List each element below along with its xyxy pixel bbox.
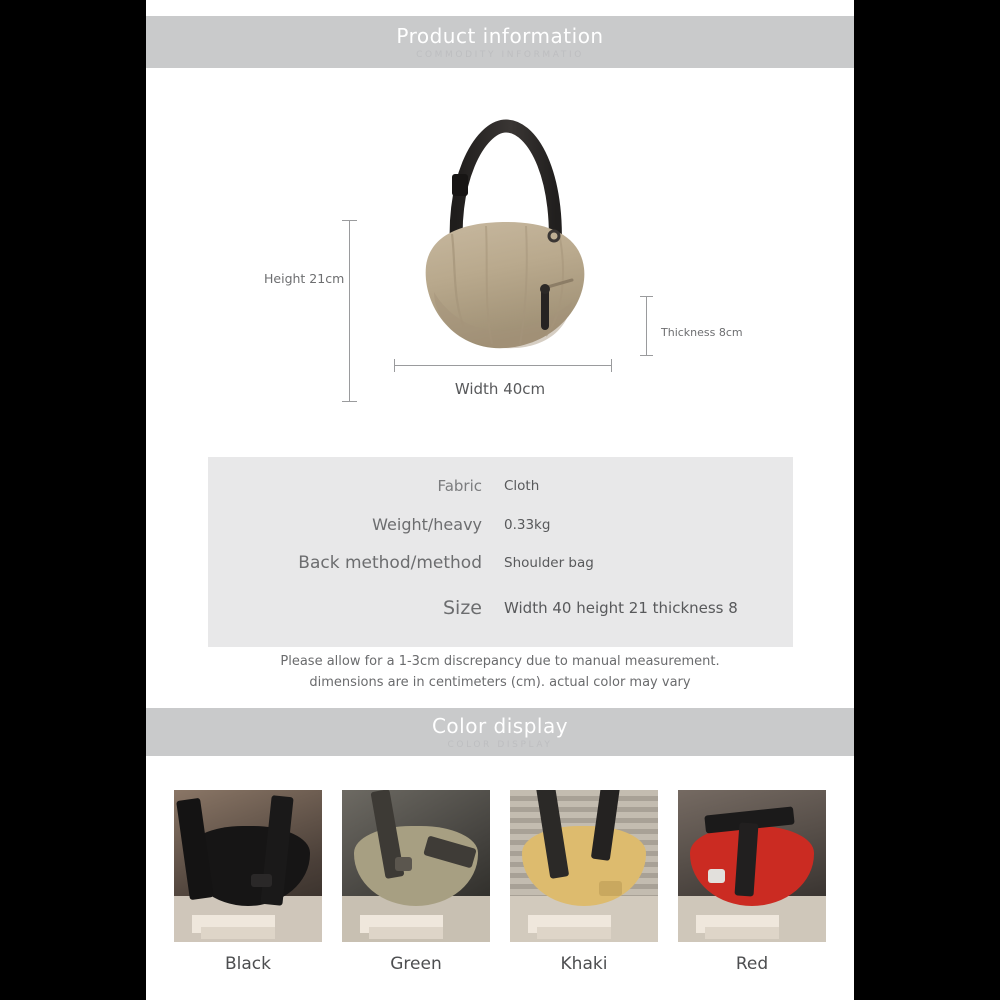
product-detail-sheet: [146, 0, 854, 1000]
color-option-red[interactable]: [678, 790, 826, 990]
disclaimer-line-1: Please allow for a 1-3cm discrepancy due to manual measurement.: [280, 654, 720, 669]
photo-book-second: [369, 927, 443, 939]
table-row: [208, 553, 793, 573]
product-bag-illustration: [394, 116, 616, 366]
spec-key: Fabric: [437, 477, 482, 495]
section-header-product-information: [146, 16, 854, 68]
bag-icon: [394, 116, 616, 366]
color-display-title: Color display: [431, 713, 569, 738]
color-option-khaki[interactable]: [510, 790, 658, 990]
photo-buckle: [708, 869, 726, 883]
color-option-green[interactable]: [342, 790, 490, 990]
height-dimension-label: Height 21cm: [264, 271, 345, 286]
width-measure-line: [394, 365, 612, 366]
product-measurement-figure: [146, 68, 854, 453]
spec-value: Width 40 height 21 thickness 8: [504, 599, 738, 617]
spec-value: 0.33kg: [504, 516, 551, 533]
color-option-black[interactable]: [174, 790, 322, 990]
spec-value: Cloth: [504, 478, 540, 494]
disclaimer-line-2: dimensions are in centimeters (cm). actual color may vary: [309, 674, 691, 690]
height-measure-tick-top: [342, 220, 357, 221]
table-row: [208, 515, 793, 534]
photo-buckle: [251, 874, 272, 888]
thickness-dimension-label: Thickness 8cm: [661, 326, 743, 339]
color-label: Khaki: [560, 954, 608, 974]
color-label: Black: [225, 954, 271, 974]
spec-key: Size: [442, 597, 482, 619]
photo-book-second: [537, 927, 611, 939]
spec-key: Back method/method: [298, 553, 482, 573]
spec-key: Weight/heavy: [372, 515, 482, 534]
table-row: [208, 477, 793, 495]
measurement-disclaimer: [146, 652, 854, 694]
width-measure-tick-left: [394, 359, 395, 372]
product-information-title: Product information: [396, 23, 604, 48]
photo-book-second: [705, 927, 779, 939]
width-dimension-label: Width 40cm: [454, 380, 546, 398]
photo-buckle: [395, 857, 411, 871]
section-header-color-display: [146, 708, 854, 756]
color-label: Green: [390, 954, 442, 974]
specification-table: [208, 457, 793, 647]
photo-book-second: [201, 927, 275, 939]
color-photo[interactable]: [510, 790, 658, 942]
photo-buckle: [599, 881, 623, 896]
width-measure-tick-right: [611, 359, 612, 372]
table-row: [208, 597, 793, 619]
thickness-measure-tick-top: [640, 296, 653, 297]
color-label: Red: [735, 954, 769, 974]
color-photo[interactable]: [174, 790, 322, 942]
color-swatch-gallery: [146, 790, 854, 990]
spec-value: Shoulder bag: [504, 555, 594, 571]
height-measure-line: [349, 220, 350, 402]
color-photo[interactable]: [342, 790, 490, 942]
color-display-subtitle: COLOR DISPLAY: [447, 739, 553, 750]
color-photo[interactable]: [678, 790, 826, 942]
thickness-measure-tick-bottom: [640, 355, 653, 356]
thickness-measure-line: [646, 296, 647, 356]
height-measure-tick-bottom: [342, 401, 357, 402]
product-information-subtitle: COMMODITY INFORMATIO: [416, 49, 584, 60]
